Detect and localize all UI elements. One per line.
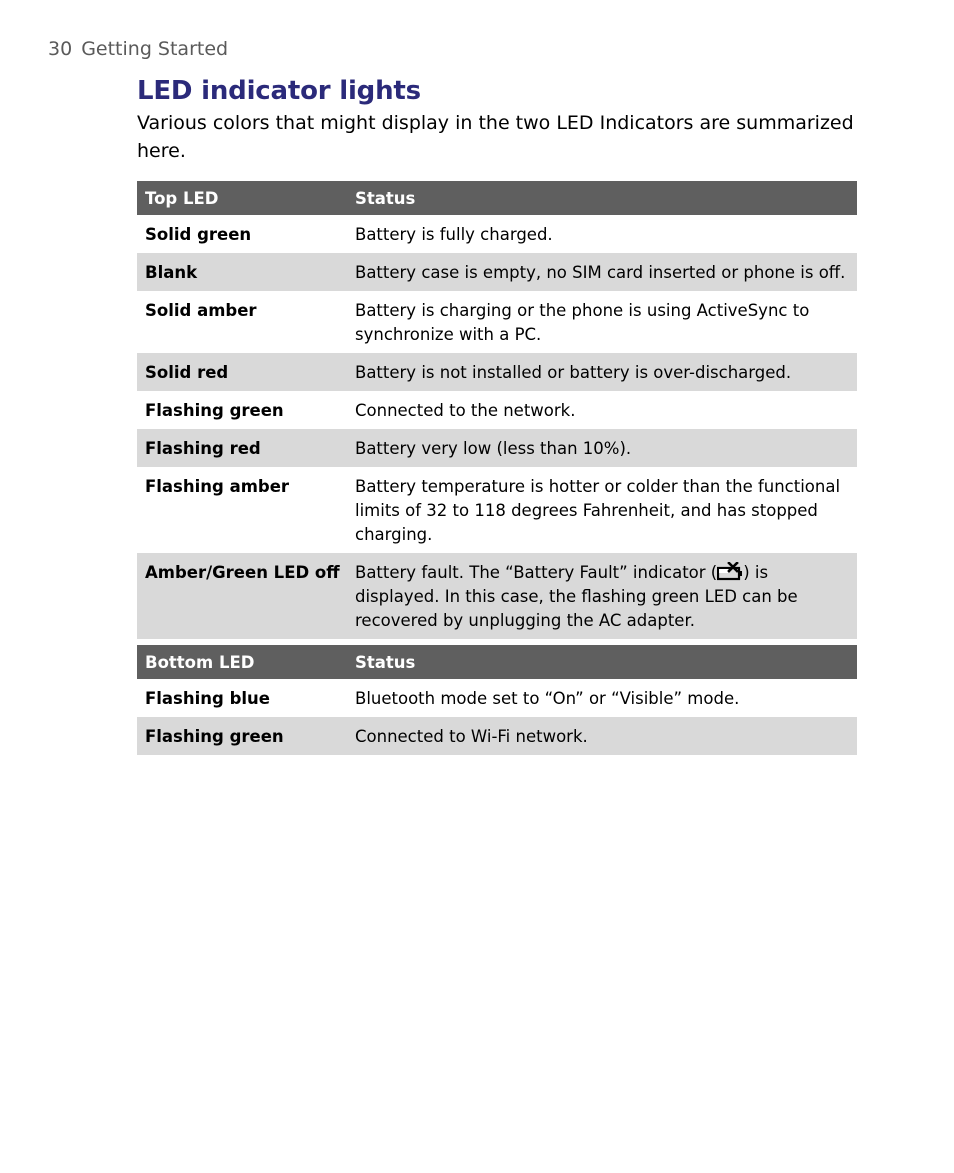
page-number: 30 (48, 38, 73, 60)
table-row (137, 253, 857, 291)
led-name: Solid red (137, 353, 347, 391)
led-status: Battery temperature is hotter or colder than the functional limits of 32 to 118 degrees Fahrenheit, and has stopped charging. (355, 477, 841, 544)
status-text-before-icon: Battery fault. The “Battery Fault” indicator ( (355, 563, 718, 582)
led-status: Battery is charging or the phone is using ActiveSync to synchronize with a PC. (355, 301, 810, 344)
led-status: Battery is fully charged. (355, 225, 553, 244)
status-text-after-icon: ) is displayed. In this case, the flashing green LED can be recovered by unplugging the AC adapter. (355, 563, 798, 630)
column-header-status: Status (347, 645, 857, 679)
table-row (137, 353, 857, 391)
led-name: Flashing red (137, 429, 347, 467)
battery-fault-icon (717, 562, 743, 581)
led-status: Battery is not installed or battery is over-discharged. (347, 353, 857, 391)
table-row (137, 429, 857, 467)
running-header (48, 38, 228, 60)
table-row (137, 679, 857, 717)
led-name: Solid green (145, 225, 252, 244)
table-row (137, 215, 857, 253)
led-name: Blank (137, 253, 347, 291)
table-row (137, 717, 857, 755)
led-name: Flashing green (137, 717, 347, 755)
column-header-top-led: Top LED (137, 181, 347, 215)
section-title: LED indicator lights (137, 76, 421, 106)
table-header-row (137, 181, 857, 215)
table-header-row (137, 645, 857, 679)
intro-paragraph: Various colors that might display in the two LED Indicators are summarized here. (137, 112, 854, 162)
top-led-table (137, 181, 857, 639)
led-name: Flashing amber (145, 477, 290, 496)
led-status: Connected to the network. (355, 401, 576, 420)
column-header-status: Status (347, 181, 857, 215)
led-name: Amber/Green LED off (137, 553, 347, 639)
table-row (137, 553, 857, 639)
bottom-led-table (137, 645, 857, 755)
table-row (137, 291, 857, 353)
led-status: Connected to Wi-Fi network. (347, 717, 857, 755)
led-status: Battery case is empty, no SIM card inserted or phone is off. (347, 253, 857, 291)
table-row (137, 391, 857, 429)
led-status: Bluetooth mode set to “On” or “Visible” mode. (355, 689, 740, 708)
led-name: Flashing blue (145, 689, 270, 708)
column-header-bottom-led: Bottom LED (137, 645, 347, 679)
led-name: Flashing green (145, 401, 284, 420)
led-name: Solid amber (145, 301, 257, 320)
led-status (347, 553, 857, 639)
chapter-title: Getting Started (81, 38, 229, 60)
table-row (137, 467, 857, 553)
led-status: Battery very low (less than 10%). (347, 429, 857, 467)
